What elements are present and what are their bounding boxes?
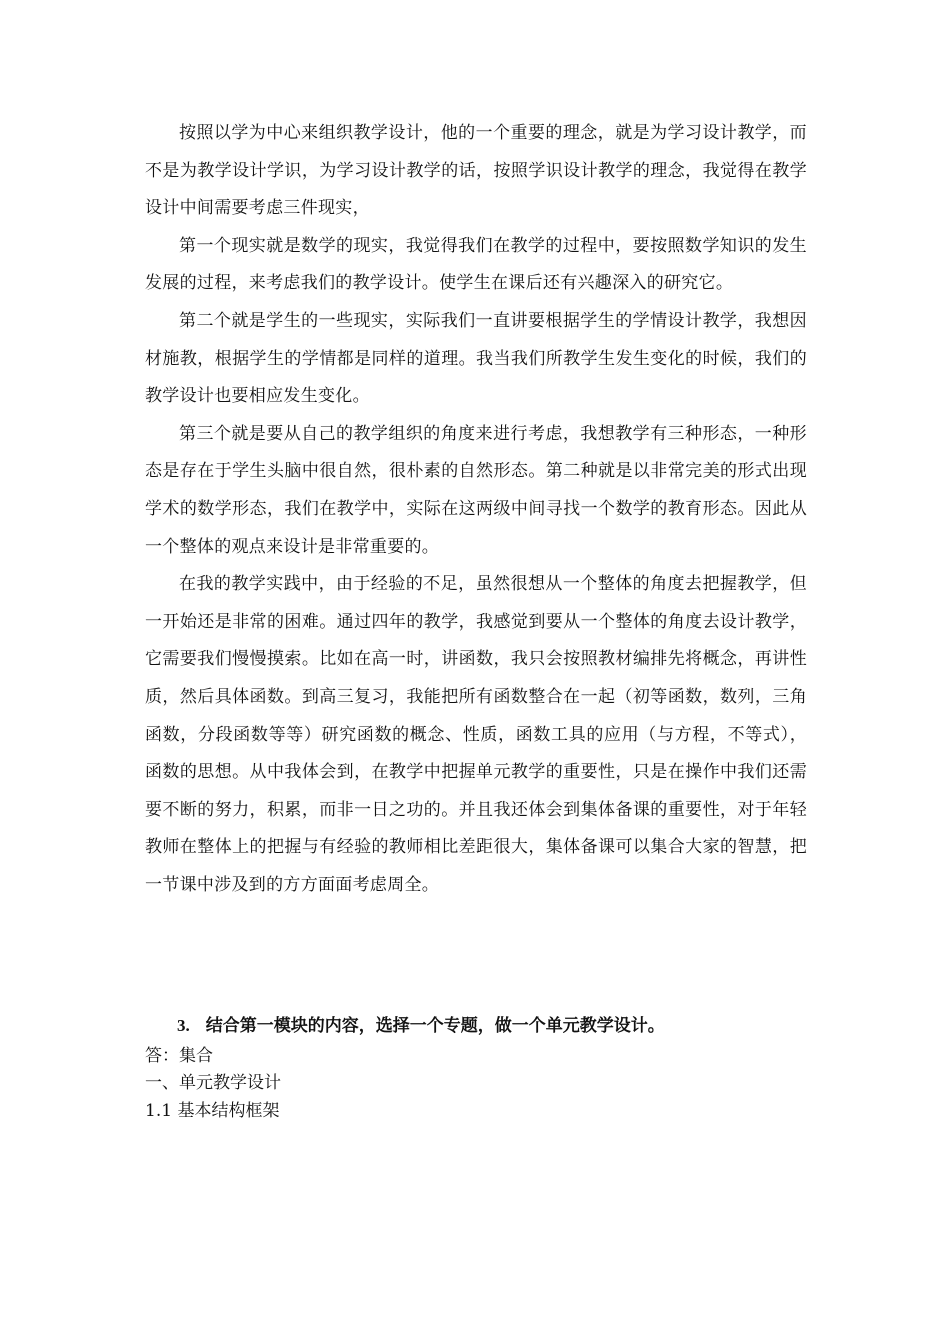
question-number: 3. (177, 1016, 190, 1035)
paragraph-teaching-practice: 在我的教学实践中，由于经验的不足，虽然很想从一个整体的角度去把握教学，但一开始还是非常的困难。通过四年的教学，我感觉到要从一个整体的角度去设计教学，它需要我们慢慢摸索。比如在高一时，讲函数，我只会按照教材编排先将概念，再讲性质，然后具体函数。到高三复习，我能把所有函数整合在一起（初等函数，数列，三角函数，分段函数等等）研究函数的概念、性质，函数工具的应用（与方程，不等式），函数的思想。从中我体会到，在教学中把握单元教学的重要性，只是在操作中我们还需要不断的努力，积累，而非一日之功的。并且我还体会到集体备课的重要性，对于年轻教师在整体上的把握与有经验的教师相比差距很大，集体备课可以集合大家的智慧，把一节课中涉及到的方方面面考虑周全。 (145, 574, 807, 895)
question-heading (177, 1014, 665, 1038)
section-heading: 一、单元教学设计 (145, 1073, 281, 1093)
paragraph-student-reality: 第二个就是学生的一些现实，实际我们一直讲要根据学生的学情设计教学，我想因材施教，根据学生的学情都是同样的道理。我当我们所教学生发生变化的时候，我们的教学设计也要相应发生变化。 (145, 310, 807, 407)
paragraph-teaching-design-concept: 按照以学为中心来组织教学设计，他的一个重要的理念，就是为学习设计教学，而不是为教学设计学识，为学习设计教学的话，按照学识设计教学的理念，我觉得在教学设计中间需要考虑三件现实， (145, 123, 807, 219)
question-text: 结合第一模块的内容，选择一个专题，做一个单元教学设计。 (205, 1016, 665, 1036)
paragraph-math-reality: 第一个现实就是数学的现实，我觉得我们在教学的过程中，要按照数学知识的发生发展的过程，来考虑我们的教学设计。使学生在课后还有兴趣深入的研究它。 (145, 235, 807, 294)
body-text (145, 115, 807, 904)
answer-line: 答：集合 (145, 1046, 213, 1066)
subsection-heading: 1.1 基本结构框架 (145, 1101, 280, 1121)
paragraph-teaching-forms: 第三个就是要从自己的教学组织的角度来进行考虑，我想教学有三种形态，一种形态是存在于学生头脑中很自然，很朴素的自然形态。第二种就是以非常完美的形式出现学术的数学形态，我们在教学中，实际在这两级中间寻找一个数学的教育形态。因此从一个整体的观点来设计是非常重要的。 (145, 423, 807, 557)
